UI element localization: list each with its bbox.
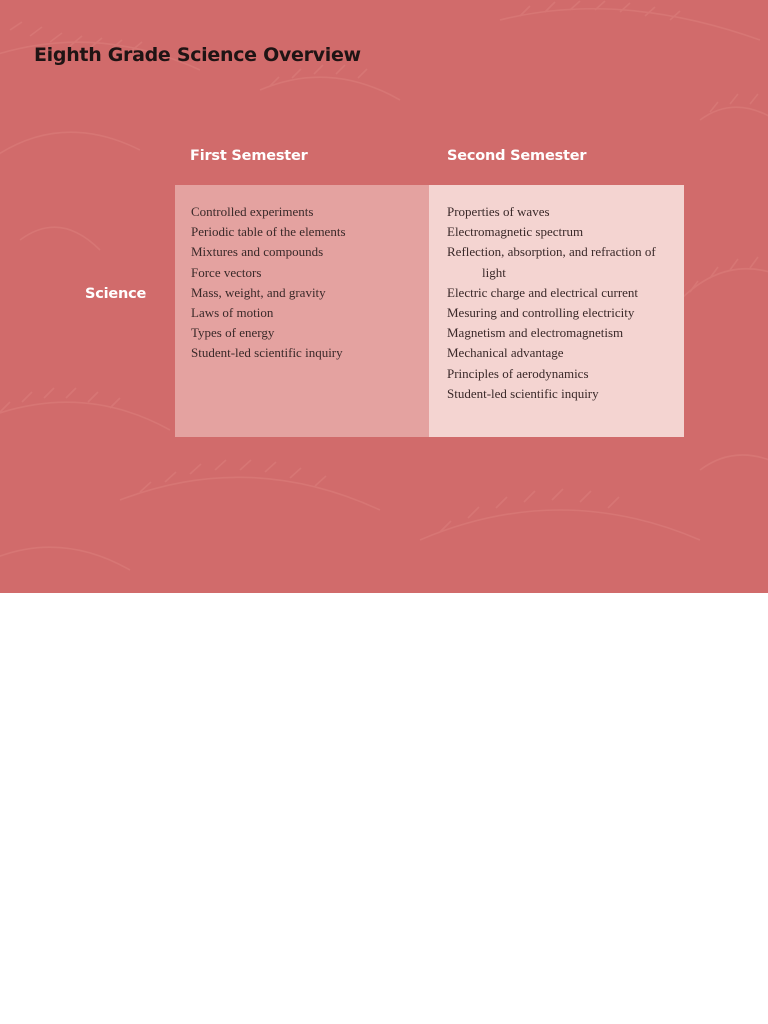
topic-item: Principles of aerodynamics xyxy=(447,365,589,381)
topic-item: Reflection, absorption, and refraction of light xyxy=(447,244,656,280)
topic-item: Force vectors xyxy=(191,264,262,280)
science-row-label: Science xyxy=(85,286,147,302)
topic-item: Laws of motion xyxy=(191,305,274,321)
topic-item: Mass, weight, and gravity xyxy=(191,284,326,300)
topic-item: Student-led scientific inquiry xyxy=(191,345,343,361)
cover-section xyxy=(0,593,768,1024)
topic-item: Properties of waves xyxy=(447,204,550,219)
topic-item: Controlled experiments xyxy=(191,204,314,219)
topic-item: Periodic table of the elements xyxy=(191,224,346,240)
first-semester-cell xyxy=(175,185,429,437)
overview-title: Eighth Grade Science Overview xyxy=(34,44,361,66)
topic-item: Electric charge and electrical current xyxy=(447,284,639,300)
topic-item: Mesuring and controlling electricity xyxy=(447,305,635,321)
first-semester-heading: First Semester xyxy=(190,148,308,164)
second-semester-cell xyxy=(429,185,684,437)
topic-item: Electromagnetic spectrum xyxy=(447,224,584,240)
first-semester-topic-list xyxy=(191,202,429,364)
second-semester-heading: Second Semester xyxy=(447,148,587,164)
topic-item: Student-led scientific inquiry xyxy=(447,385,599,401)
topic-item: Types of energy xyxy=(191,325,275,341)
topic-item: Mechanical advantage xyxy=(447,345,564,361)
topic-item: Mixtures and compounds xyxy=(191,244,324,260)
second-semester-topic-list xyxy=(447,202,662,404)
topic-item: Magnetism and electromagnetism xyxy=(447,325,624,341)
